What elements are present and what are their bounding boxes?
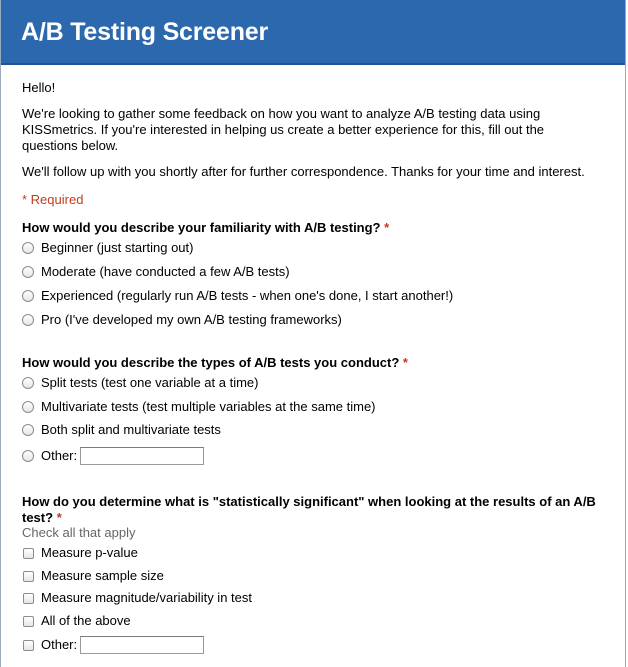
option-other[interactable] bbox=[22, 636, 204, 654]
option-pro[interactable] bbox=[22, 311, 342, 329]
option-label: Other: bbox=[41, 448, 78, 463]
radio-button[interactable] bbox=[22, 290, 34, 302]
option-label: Measure sample size bbox=[41, 568, 164, 583]
radio-button[interactable] bbox=[22, 314, 34, 326]
intro-text: We're looking to gather some feedback on how you want to analyze A/B testing data using KISSmetrics. If you're interested in helping us create a better experience for this, fill out the questions below. bbox=[22, 106, 545, 153]
option-other[interactable] bbox=[22, 447, 204, 465]
option-label: Measure magnitude/variability in test bbox=[41, 590, 252, 605]
option-experienced[interactable] bbox=[22, 287, 453, 305]
option-split-tests[interactable] bbox=[22, 374, 258, 392]
checkbox[interactable] bbox=[23, 593, 34, 604]
question-test-types-title bbox=[22, 355, 607, 371]
option-label: Multivariate tests (test multiple variables at the same time) bbox=[41, 399, 376, 414]
option-sample-size[interactable] bbox=[22, 567, 164, 585]
option-label: Moderate (have conducted a few A/B tests) bbox=[41, 264, 290, 279]
option-label: Other: bbox=[41, 637, 78, 652]
option-label: Pro (I've developed my own A/B testing frameworks) bbox=[41, 312, 342, 327]
option-label: Experienced (regularly run A/B tests - when one's done, I start another!) bbox=[41, 288, 454, 303]
required-star: * bbox=[56, 510, 62, 525]
other-text-input[interactable] bbox=[80, 447, 204, 465]
radio-button[interactable] bbox=[22, 266, 34, 278]
radio-button[interactable] bbox=[22, 401, 34, 413]
option-magnitude-variability[interactable] bbox=[22, 589, 252, 607]
option-label: Beginner (just starting out) bbox=[41, 240, 194, 255]
option-all-of-the-above[interactable] bbox=[22, 612, 131, 630]
question-significance-title bbox=[22, 494, 602, 526]
radio-button[interactable] bbox=[22, 377, 34, 389]
radio-button[interactable] bbox=[22, 450, 34, 462]
greeting-text: Hello! bbox=[22, 80, 56, 95]
option-moderate[interactable] bbox=[22, 263, 290, 281]
required-star: * bbox=[402, 355, 408, 370]
option-p-value[interactable] bbox=[22, 544, 138, 562]
checkbox[interactable] bbox=[23, 640, 34, 651]
option-label: All of the above bbox=[41, 613, 131, 628]
checkbox[interactable] bbox=[23, 571, 34, 582]
question-text: How would you describe your familiarity with A/B testing? bbox=[22, 220, 381, 235]
radio-button[interactable] bbox=[22, 424, 34, 436]
question-familiarity-title bbox=[22, 220, 607, 236]
option-beginner[interactable] bbox=[22, 239, 193, 257]
option-label: Measure p-value bbox=[41, 545, 138, 560]
form-title: A/B Testing Screener bbox=[21, 18, 269, 46]
option-label: Split tests (test one variable at a time) bbox=[41, 375, 259, 390]
question-text: How do you determine what is "statistically significant" when looking at the results of an A/B test? bbox=[22, 494, 596, 525]
form-header bbox=[1, 0, 625, 65]
followup-text: We'll follow up with you shortly after for further correspondence. Thanks for your time and interest. bbox=[22, 164, 585, 179]
option-multivariate-tests[interactable] bbox=[22, 398, 376, 416]
radio-button[interactable] bbox=[22, 242, 34, 254]
option-label: Both split and multivariate tests bbox=[41, 422, 221, 437]
required-note: * Required bbox=[22, 192, 84, 207]
option-both-tests[interactable] bbox=[22, 421, 221, 439]
other-text-input[interactable] bbox=[80, 636, 204, 654]
checkbox[interactable] bbox=[23, 548, 34, 559]
required-star: * bbox=[384, 220, 390, 235]
checkbox[interactable] bbox=[23, 616, 34, 627]
check-all-help-text: Check all that apply bbox=[22, 525, 136, 540]
question-text: How would you describe the types of A/B tests you conduct? bbox=[22, 355, 400, 370]
